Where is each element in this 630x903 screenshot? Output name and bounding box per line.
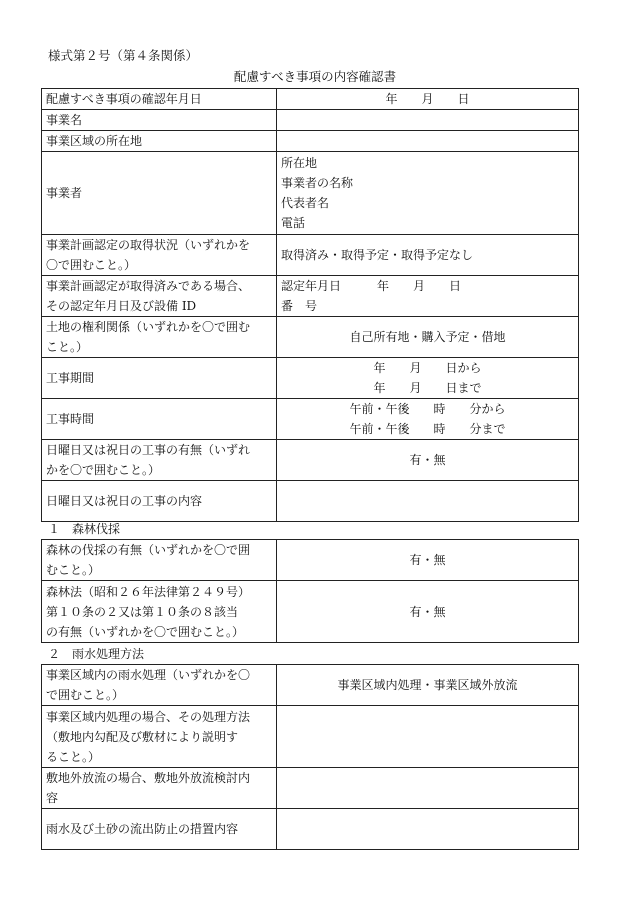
row-business-area [42, 131, 579, 152]
row-holiday-content [42, 481, 579, 522]
row-plan-status [42, 235, 579, 276]
operator-phone-field: 電話 [281, 216, 306, 230]
label-construction-hours: 工事時間 [42, 399, 277, 440]
value-business-name[interactable] [277, 110, 579, 131]
label-construction-period: 工事期間 [42, 358, 277, 399]
row-inside-method [42, 706, 579, 768]
operator-company-name-field: 事業者の名称 [281, 176, 354, 190]
label-confirm-date: 配慮すべき事項の確認年月日 [42, 89, 277, 110]
value-outside-review[interactable] [277, 768, 579, 809]
value-rain-treatment[interactable]: 事業区域内処理・事業区域外放流 [277, 665, 579, 706]
value-land-rights[interactable]: 自己所有地・購入予定・借地 [277, 317, 579, 358]
label-plan-date: 事業計画認定が取得済みである場合、 その認定年月日及び設備 ID [42, 276, 277, 317]
deforestation-table [41, 539, 579, 643]
row-construction-period [42, 358, 579, 399]
row-runoff-prevention [42, 809, 579, 850]
label-holiday-work: 日曜日又は祝日の工事の有無（いずれ かを〇で囲むこと。） [42, 440, 277, 481]
row-land-rights [42, 317, 579, 358]
period-start: 年 月 日から [373, 361, 482, 375]
label-deforestation: 森林の伐採の有無（いずれかを〇で囲 むこと。） [42, 540, 277, 581]
row-operator [42, 152, 579, 235]
value-confirm-date[interactable]: 年 月 日 [277, 89, 579, 110]
section-heading-rainwater: ２ 雨水処理方法 [48, 647, 145, 661]
label-runoff-prevention: 雨水及び土砂の流出防止の措置内容 [42, 809, 277, 850]
value-holiday-work[interactable]: 有・無 [277, 440, 579, 481]
value-plan-date[interactable] [277, 276, 579, 317]
form-number: 様式第２号（第４条関係） [48, 48, 199, 63]
rainwater-table [41, 664, 579, 850]
label-inside-method: 事業区域内処理の場合、その処理方法 （敷地内勾配及び敷材により説明す ること。） [42, 706, 277, 768]
value-forest-law[interactable]: 有・無 [277, 581, 579, 643]
row-construction-hours [42, 399, 579, 440]
row-confirm-date [42, 89, 579, 110]
label-rain-treatment: 事業区域内の雨水処理（いずれかを〇 で囲むこと。） [42, 665, 277, 706]
row-holiday-work [42, 440, 579, 481]
section-heading-deforestation: １ 森林伐採 [48, 522, 121, 536]
hours-start: 午前・午後 時 分から [349, 402, 506, 416]
period-end: 年 月 日まで [373, 381, 482, 395]
value-construction-hours[interactable] [277, 399, 579, 440]
operator-representative-field: 代表者名 [281, 196, 330, 210]
value-construction-period[interactable] [277, 358, 579, 399]
label-plan-status: 事業計画認定の取得状況（いずれかを 〇で囲むこと。） [42, 235, 277, 276]
row-outside-review [42, 768, 579, 809]
plan-number: 番 号 [281, 299, 318, 313]
row-plan-date [42, 276, 579, 317]
value-holiday-content[interactable] [277, 481, 579, 522]
plan-approval-date: 認定年月日 年 月 日 [281, 279, 462, 293]
value-runoff-prevention[interactable] [277, 809, 579, 850]
label-holiday-content: 日曜日又は祝日の工事の内容 [42, 481, 277, 522]
label-business-area: 事業区域の所在地 [42, 131, 277, 152]
document-title: 配慮すべき事項の内容確認書 [233, 69, 397, 84]
value-operator[interactable] [277, 152, 579, 235]
main-confirmation-table [41, 88, 579, 522]
value-inside-method[interactable] [277, 706, 579, 768]
value-business-area[interactable] [277, 131, 579, 152]
value-deforestation[interactable]: 有・無 [277, 540, 579, 581]
label-business-name: 事業名 [42, 110, 277, 131]
row-forest-law [42, 581, 579, 643]
row-deforestation [42, 540, 579, 581]
value-plan-status[interactable]: 取得済み・取得予定・取得予定なし [277, 235, 579, 276]
row-business-name [42, 110, 579, 131]
label-outside-review: 敷地外放流の場合、敷地外放流検討内 容 [42, 768, 277, 809]
label-operator: 事業者 [42, 152, 277, 235]
label-forest-law: 森林法（昭和２６年法律第２４９号） 第１０条の２又は第１０条の８該当 の有無（いずれかを〇で囲むこと。） [42, 581, 277, 643]
label-land-rights: 土地の権利関係（いずれかを〇で囲む こと。） [42, 317, 277, 358]
row-rain-treatment [42, 665, 579, 706]
hours-end: 午前・午後 時 分まで [349, 422, 506, 436]
operator-address-field: 所在地 [281, 156, 318, 170]
